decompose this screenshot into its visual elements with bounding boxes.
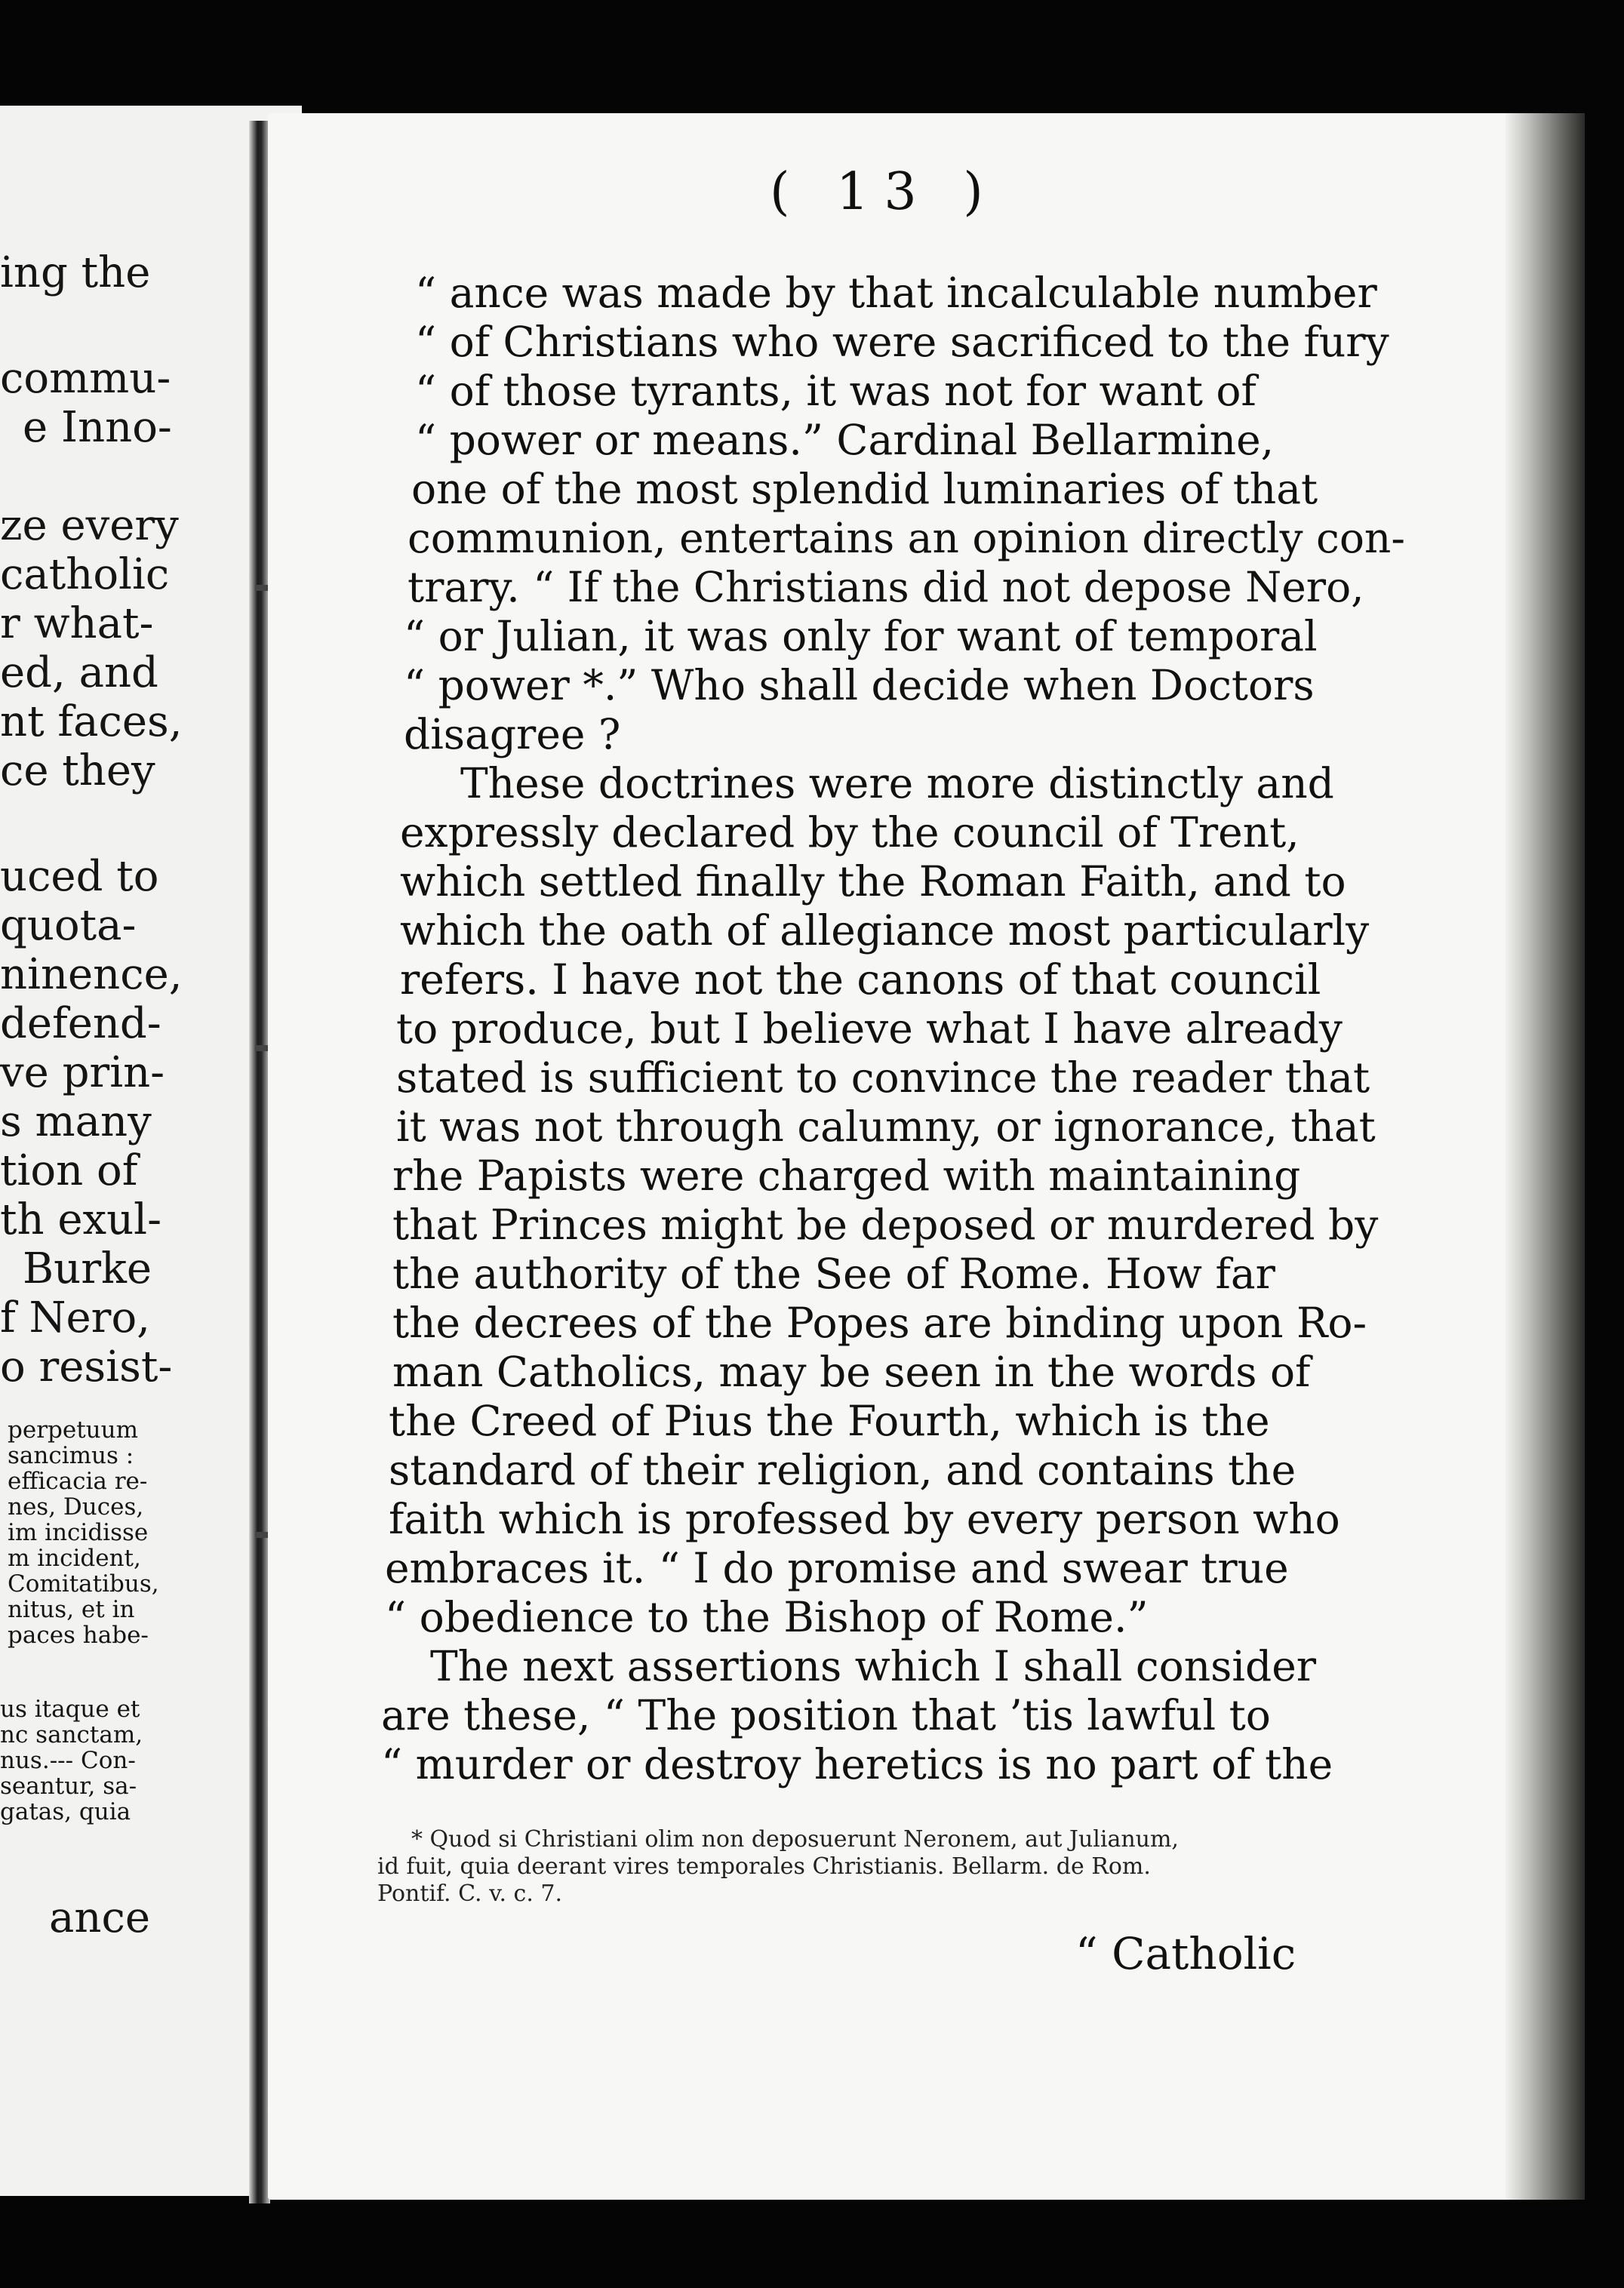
text-line: the Creed of Pius the Fourth, which is the: [389, 1397, 1270, 1445]
left-line: defend-: [0, 999, 161, 1048]
text-line: These doctrines were more distinctly and: [460, 759, 1334, 807]
text-line: expressly declared by the council of Trent,: [400, 808, 1300, 856]
text-line: trary. “ If the Christians did not depose Nero,: [408, 563, 1364, 611]
text-line: faith which is professed by every person who: [389, 1495, 1340, 1543]
footnote-line: Pontif. C. v. c. 7.: [377, 1881, 563, 1907]
left-footnote-line: nc sanctam,: [0, 1721, 143, 1748]
left-footnote-line: sancimus :: [8, 1442, 134, 1469]
footnote-line: * Quod si Christiani olim non deposuerunt Neronem, aut Julianum,: [411, 1826, 1179, 1853]
left-footnote-line: nitus, et in: [8, 1596, 135, 1623]
page-edge: [1506, 113, 1585, 2200]
left-footnote-line: nus.--- Con-: [0, 1747, 136, 1774]
left-line: ing the: [0, 248, 151, 297]
text-line: which settled finally the Roman Faith, and to: [400, 857, 1346, 906]
left-line: o resist-: [0, 1342, 173, 1392]
left-line: Burke: [23, 1244, 152, 1293]
left-footnote-line: seantur, sa-: [0, 1773, 137, 1800]
left-footnote-line: im incidisse: [8, 1519, 149, 1546]
text-line: “ of Christians who were sacrificed to the fury: [415, 318, 1389, 366]
left-line: nt faces,: [0, 697, 183, 746]
left-line: quota-: [0, 901, 137, 950]
text-line: stated is sufficient to convince the reader that: [396, 1053, 1370, 1102]
footnote-line: id fuit, quia deerant vires temporales Christianis. Bellarm. de Rom.: [377, 1853, 1151, 1880]
text-line: one of the most splendid luminaries of that: [411, 465, 1318, 513]
left-footnote-line: us itaque et: [0, 1696, 140, 1723]
text-line: “ of those tyrants, it was not for want of: [415, 367, 1256, 415]
text-line: are these, “ The position that ’tis lawful to: [381, 1691, 1271, 1739]
text-line: refers. I have not the canons of that council: [400, 955, 1321, 1004]
text-line: “ power or means.” Cardinal Bellarmine,: [415, 416, 1275, 464]
left-footnote-line: efficacia re-: [8, 1468, 148, 1495]
text-line: The next assertions which I shall consider: [430, 1642, 1317, 1690]
book-gutter: [249, 121, 270, 2203]
left-line: ve prin-: [0, 1048, 165, 1097]
left-line: tion of: [0, 1146, 138, 1195]
text-line: man Catholics, may be seen in the words of: [392, 1348, 1311, 1396]
left-line: e Inno-: [23, 403, 172, 452]
text-line: rhe Papists were charged with maintaining: [392, 1152, 1301, 1200]
left-footnote-line: gatas, quia: [0, 1798, 131, 1825]
left-line: r what-: [0, 599, 154, 648]
text-line: “ obedience to the Bishop of Rome.”: [385, 1593, 1149, 1641]
left-line: th exul-: [0, 1195, 161, 1244]
text-line: to produce, but I believe what I have already: [396, 1004, 1343, 1053]
left-footnote-line: nes, Duces,: [8, 1493, 144, 1521]
text-line: “ murder or destroy heretics is no part of the: [381, 1740, 1333, 1788]
text-line: communion, entertains an opinion directly con-: [408, 514, 1405, 562]
left-page-catchword: ance: [49, 1893, 150, 1942]
text-line: standard of their religion, and contains the: [389, 1446, 1296, 1494]
text-line: that Princes might be deposed or murdered by: [392, 1201, 1379, 1249]
left-footnote-line: Comitatibus,: [8, 1570, 159, 1598]
left-footnote-line: m incident,: [8, 1545, 141, 1572]
left-line: s many: [0, 1097, 152, 1146]
text-line: the decrees of the Popes are binding upon Ro-: [392, 1299, 1367, 1347]
text-line: it was not through calumny, or ignorance, that: [396, 1102, 1376, 1151]
left-line: ed, and: [0, 648, 158, 697]
left-line: ze every: [0, 501, 179, 550]
left-line: ninence,: [0, 950, 183, 999]
text-line: the authority of the See of Rome. How far: [392, 1250, 1275, 1298]
left-footnote-line: perpetuum: [8, 1416, 138, 1444]
left-line: ce they: [0, 746, 155, 795]
text-line: “ ance was made by that incalculable number: [415, 269, 1377, 317]
left-line: uced to: [0, 852, 159, 901]
text-line: “ or Julian, it was only for want of temporal: [404, 612, 1318, 660]
left-line: f Nero,: [0, 1293, 150, 1342]
text-line: embraces it. “ I do promise and swear true: [385, 1544, 1289, 1592]
page-number: ( 13 ): [770, 162, 998, 222]
left-footnote-line: paces habe-: [8, 1622, 149, 1649]
left-line: catholic: [0, 550, 170, 599]
right-page-catchword: “ Catholic: [1075, 1928, 1296, 1979]
text-line: “ power *.” Who shall decide when Doctors: [404, 661, 1315, 709]
left-line: commu-: [0, 354, 171, 403]
text-line: disagree ?: [404, 710, 621, 758]
text-line: which the oath of allegiance most particularly: [400, 906, 1370, 955]
